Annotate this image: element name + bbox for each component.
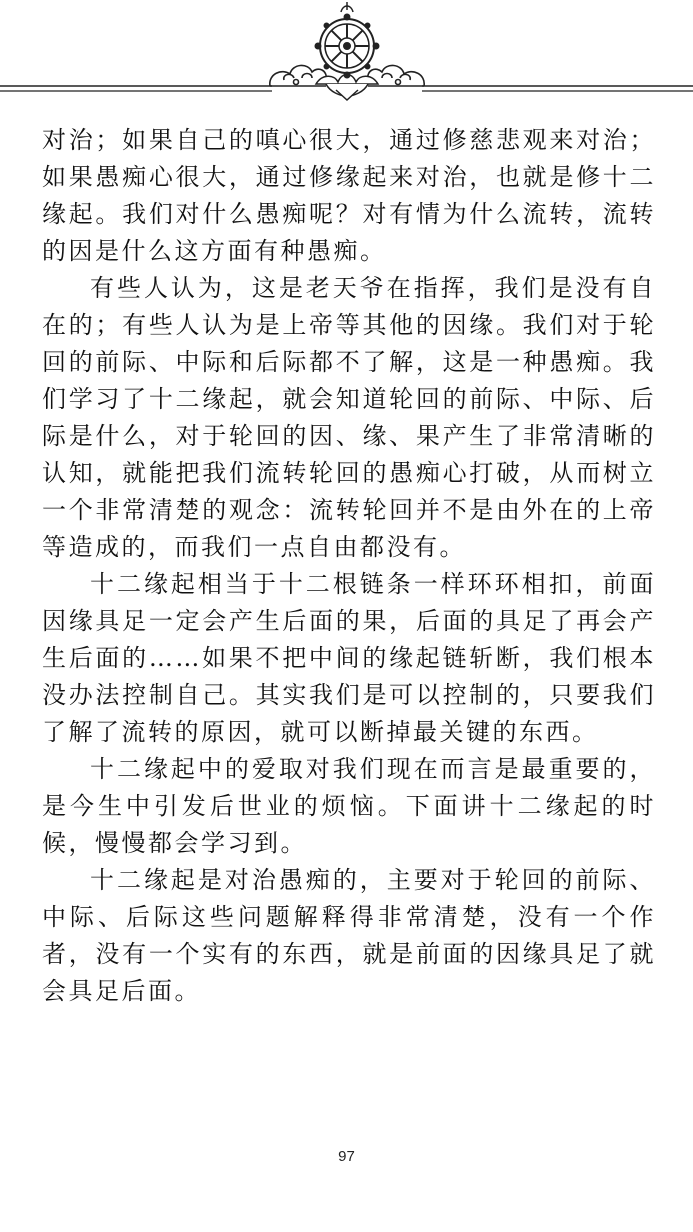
paragraph: 对治；如果自己的嗔心很大，通过修慈悲观来对治；如果愚痴心很大，通过修缘起来对治，也就是修十二缘起。我们对什么愚痴呢？对有情为什么流转，流转的因是什么这方面有种愚痴。 (42, 126, 656, 265)
dharma-wheel-icon (315, 2, 379, 78)
paragraph: 有些人认为，这是老天爷在指挥，我们是没有自在的；有些人认为是上帝等其他的因缘。我们对于轮回的前际、中际和后际都不了解，这是一种愚痴。我们学习了十二缘起，就会知道轮回的前际、中际、后际是什么，对于轮回的因、缘、果产生了非常清晰的认知，就能把我们流转轮回的愚痴心打破，从而树立一个非常清楚的观念：流转轮回并不是由外在的上帝等造成的，而我们一点自由都没有。 (42, 274, 656, 561)
paragraph: 十二缘起相当于十二根链条一样环环相扣，前面因缘具足一定会产生后面的果，后面的具足了再会产生后面的……如果不把中间的缘起链斩断，我们根本没办法控制自己。其实我们是可以控制的，只要我们了解了流转的原因，就可以断掉最关键的东西。 (42, 570, 656, 746)
page-header-ornament (0, 0, 693, 110)
page-number: 97 (338, 1148, 355, 1165)
paragraph: 十二缘起中的爱取对我们现在而言是最重要的，是今生中引发后世业的烦恼。下面讲十二缘起的时候，慢慢都会学习到。 (42, 755, 656, 857)
body-text (42, 122, 656, 1010)
paragraph: 十二缘起是对治愚痴的，主要对于轮回的前际、中际、后际这些问题解释得非常清楚，没有一个作者，没有一个实有的东西，就是前面的因缘具足了就会具足后面。 (42, 866, 656, 1005)
